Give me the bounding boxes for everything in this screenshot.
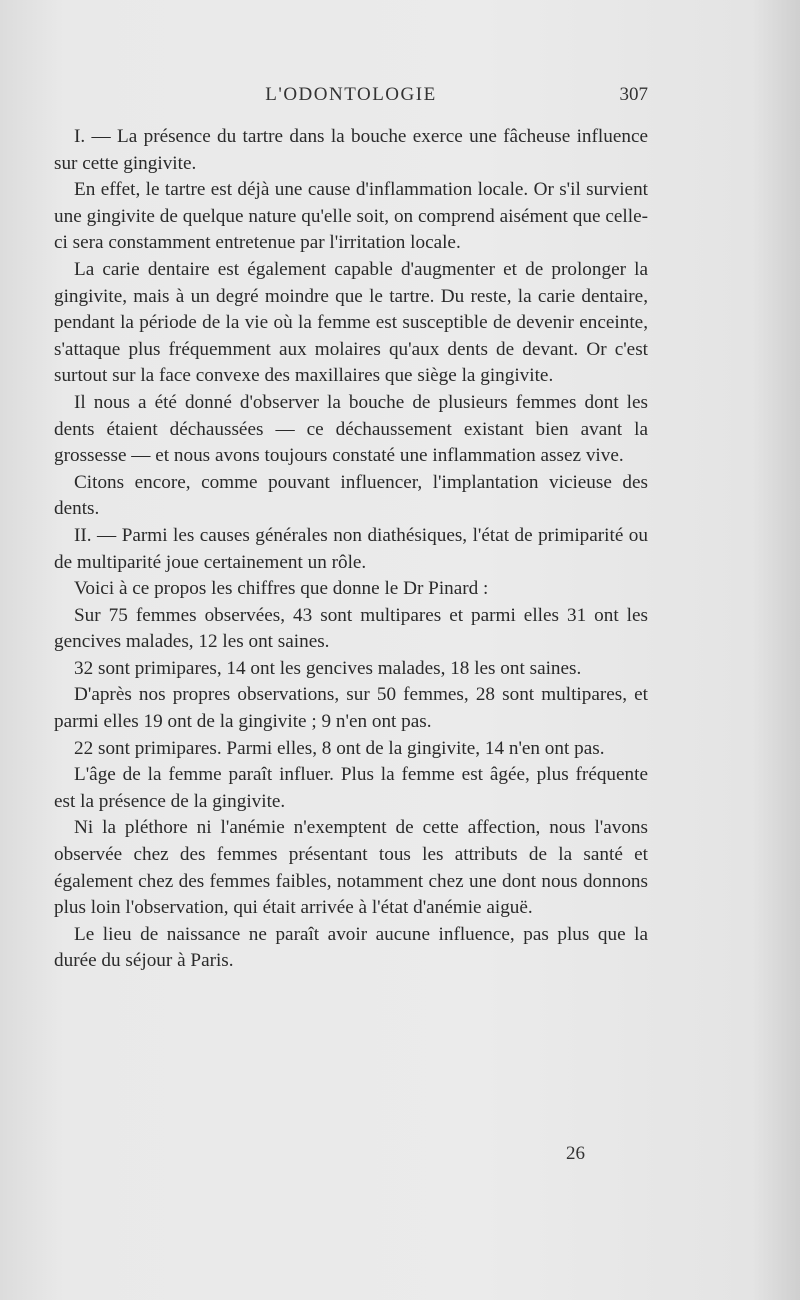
paragraph-carie: La carie dentaire est également capable d'augmenter et de prolonger la gingivite, mais à un degré moindre que le tartre. Du reste, la carie dentaire, pendant la période de la vie où la femme est susceptible de devenir enceinte, s'attaque plus fréquemment aux molaires qu'aux dents de devant. Or c'est surtout sur la face convexe des maxillaires que siège la gingivite.: [54, 258, 648, 387]
paragraph-pinard: Voici à ce propos les chiffres que donne le Dr Pinard :: [74, 578, 489, 600]
paragraph-nos-observations: D'après nos propres observations, sur 50 femmes, 28 sont multipares, et parmi elles 19 ont de la gingivite ; 9 n'en ont pas.: [54, 684, 648, 733]
paragraph-observation: Il nous a été donné d'observer la bouche de plusieurs femmes dont les dents étaient déchaussées — ce déchaussement existant bien avant la grossesse — et nous avons toujours constaté une inflammation assez vive.: [54, 391, 648, 467]
paragraph-tartre: I. — La présence du tartre dans la bouche exerce une fâcheuse influence sur cette gingivite.: [54, 126, 648, 174]
page-body: [54, 124, 648, 975]
paragraph-inflammation: En effet, le tartre est déjà une cause d'inflammation locale. Or s'il survient une gingivite de quelque nature qu'elle soit, on comprend aisément que celle-ci sera constamment entretenue par l'irritation locale.: [54, 179, 648, 254]
paragraph-age: L'âge de la femme paraît influer. Plus la femme est âgée, plus fréquente est la présence de la gingivite.: [54, 764, 648, 812]
paragraph-implantation: Citons encore, comme pouvant influencer, l'implantation vicieuse des dents.: [54, 471, 648, 520]
running-title: L'ODONTOLOGIE: [265, 84, 437, 105]
paragraph-primipares: 32 sont primipares, 14 ont les gencives malades, 18 les ont saines.: [74, 657, 582, 679]
paragraph-primipares-nos: 22 sont primipares. Parmi elles, 8 ont de la gingivite, 14 n'en ont pas.: [74, 737, 605, 759]
page-header: [54, 84, 648, 114]
signature-mark: 26: [566, 1143, 585, 1164]
paragraph-plethore: Ni la pléthore ni l'anémie n'exemptent de cette affection, nous l'avons observée chez des femmes présentant tous les attributs de la santé et également chez des femmes faibles, notamment chez une dont nous donnons plus loin l'observation, qui était arrivée à l'état d'anémie aiguë.: [54, 817, 648, 919]
paragraph-lieu-naissance: Le lieu de naissance ne paraît avoir aucune influence, pas plus que la durée du séjour à Paris.: [54, 923, 648, 972]
paragraph-causes-generales: II. — Parmi les causes générales non diathésiques, l'état de primiparité ou de multiparité joue certainement un rôle.: [54, 524, 648, 573]
page-number: 307: [619, 84, 648, 105]
paragraph-multipares: Sur 75 femmes observées, 43 sont multipares et parmi elles 31 ont les gencives malades, 12 les ont saines.: [54, 604, 648, 653]
